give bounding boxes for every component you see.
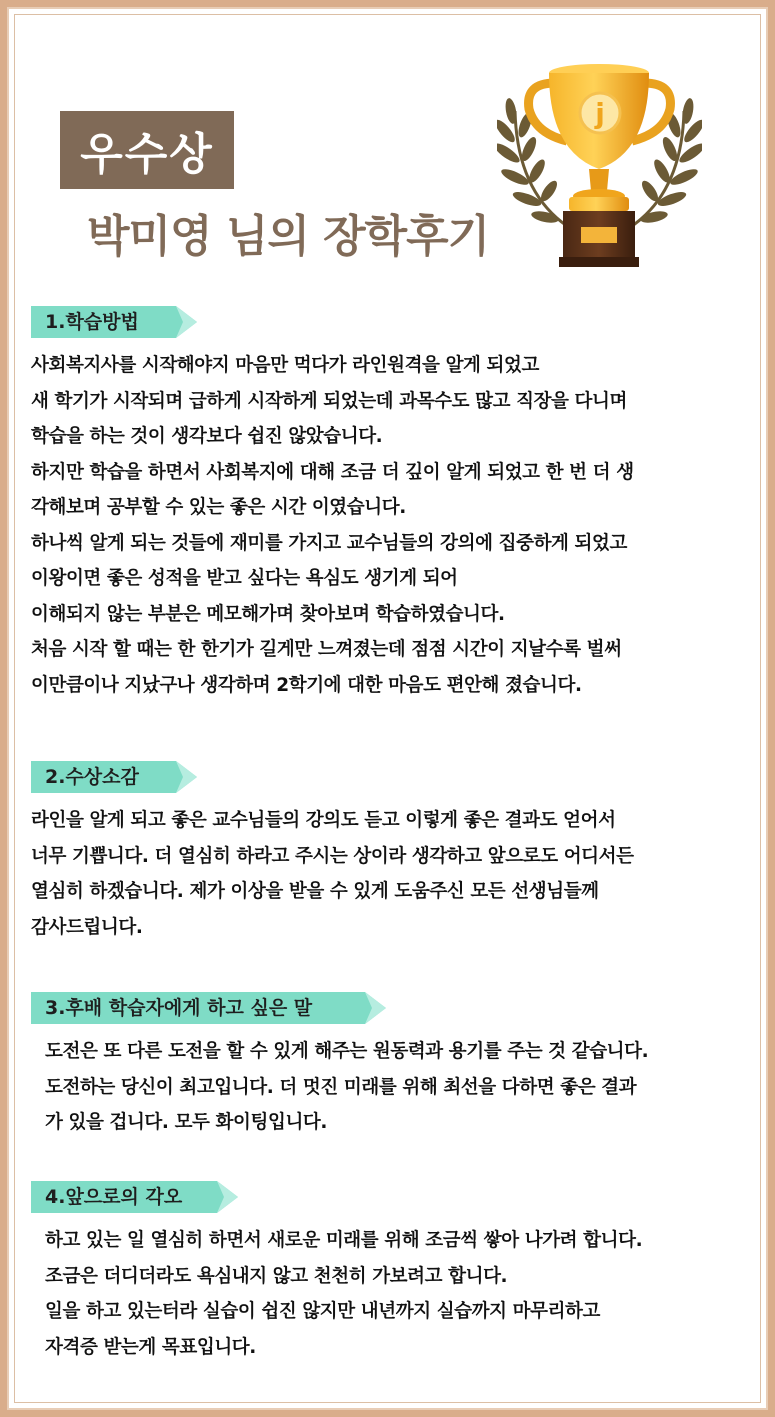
body-line: 도전은 또 다른 도전을 할 수 있게 해주는 원동력과 용기를 주는 것 같습니다.: [45, 1041, 649, 1062]
body-line: 이해되지 않는 부분은 메모해가며 찾아보며 학습하였습니다.: [31, 603, 505, 625]
section-body: [31, 1223, 740, 1365]
section-future-resolution: [31, 1179, 740, 1365]
body-line: 각해보며 공부할 수 있는 좋은 시간 이였습니다.: [31, 497, 406, 518]
section-label: 3.후배 학습자에게 하고 싶은 말: [45, 997, 313, 1019]
page-title: 박미영 님의 장학후기: [87, 211, 490, 262]
section-label: 4.앞으로의 각오: [45, 1186, 183, 1208]
body-line: 학습을 하는 것이 생각보다 쉽진 않았습니다.: [31, 426, 383, 447]
body-line: 사회복지사를 시작해야지 마음만 먹다가 라인원격을 알게 되었고: [31, 355, 539, 376]
body-line: 이만큼이나 지났구나 생각하며 2학기에 대한 마음도 편안해 졌습니다.: [31, 674, 582, 696]
section-message-to-juniors: [31, 990, 740, 1141]
section-body: [31, 803, 740, 945]
body-line: 도전하는 당신이 최고입니다. 더 멋진 미래를 위해 최선을 다하면 좋은 결과: [45, 1076, 637, 1098]
section-body: [31, 1034, 740, 1141]
section-award-remarks: [31, 759, 740, 945]
body-line: 하지만 학습을 하면서 사회복지에 대해 조금 더 깊이 알게 되었고 한 번 더 생: [31, 461, 634, 483]
section-header: [31, 990, 740, 1026]
body-line: 가 있을 겁니다. 모두 화이팅입니다.: [45, 1112, 328, 1133]
review-paper: [14, 14, 761, 1403]
trophy-letter: j: [595, 97, 605, 130]
body-line: 너무 기쁩니다. 더 열심히 하라고 주시는 상이라 생각하고 앞으로도 어디서든: [31, 845, 634, 867]
trophy-icon: [497, 51, 702, 271]
body-line: 하나씩 알게 되는 것들에 재미를 가지고 교수님들의 강의에 집중하게 되었고: [31, 532, 627, 554]
body-line: 일을 하고 있는터라 실습이 쉽진 않지만 내년까지 실습까지 마무리하고: [45, 1301, 600, 1322]
section-header: [31, 304, 740, 340]
section-header: [31, 1179, 740, 1215]
section-label: 1.학습방법: [45, 311, 139, 333]
body-line: 하고 있는 일 열심히 하면서 새로운 미래를 위해 조금씩 쌓아 나가려 합니다.: [45, 1230, 643, 1251]
body-line: 조금은 더디더라도 욕심내지 않고 천천히 가보려고 합니다.: [45, 1265, 508, 1287]
body-line: 감사드립니다.: [31, 916, 143, 938]
section-study-method: [31, 304, 740, 703]
section-body: [31, 348, 740, 703]
award-badge: 우수상: [60, 111, 234, 189]
body-line: 이왕이면 좋은 성적을 받고 싶다는 욕심도 생기게 되어: [31, 568, 458, 589]
frame-inner-border: [7, 7, 768, 1410]
body-line: 자격증 받는게 목표입니다.: [45, 1336, 256, 1358]
body-line: 새 학기가 시작되며 급하게 시작하게 되었는데 과목수도 많고 직장을 다니며: [31, 390, 627, 412]
body-line: 열심히 하겠습니다. 제가 이상을 받을 수 있게 도움주신 모든 선생님들께: [31, 881, 599, 902]
section-header: [31, 759, 740, 795]
body-line: 라인을 알게 되고 좋은 교수님들의 강의도 듣고 이렇게 좋은 결과도 얻어서: [31, 810, 616, 831]
section-label: 2.수상소감: [45, 766, 139, 788]
body-line: 처음 시작 할 때는 한 한기가 길게만 느껴졌는데 점점 시간이 지날수록 벌써: [31, 639, 622, 660]
